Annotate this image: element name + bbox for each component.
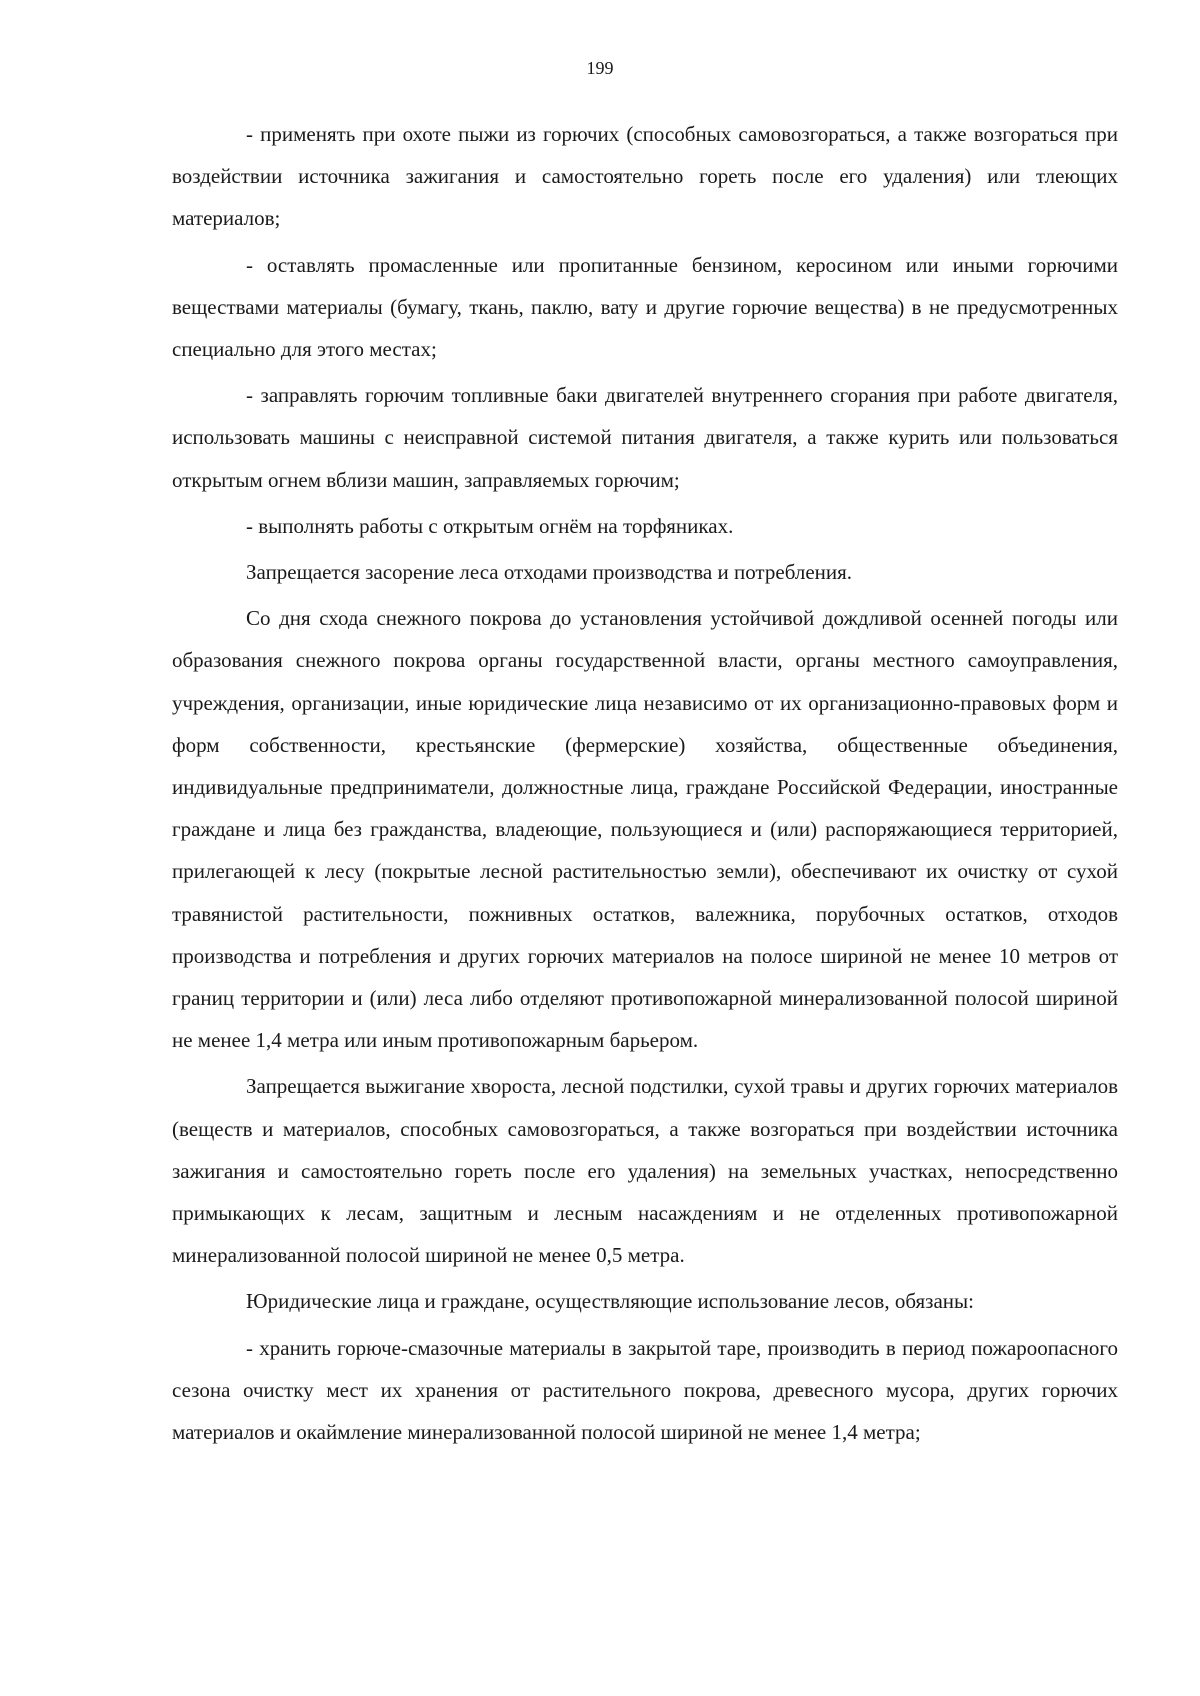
paragraph-peat-fire: - выполнять работы с открытым огнём на торфяниках. xyxy=(246,513,734,538)
paragraph-hunting-wads: - применять при охоте пыжи из горючих (способных самовозгораться, а также возгораться при воздействии источника зажигания и самостоятельно гореть после его удаления) или тлеющих материалов; xyxy=(172,122,1118,231)
page-number: 199 xyxy=(586,58,614,78)
paragraph-oily-materials: - оставлять промасленные или пропитанные бензином, керосином или иными горючими веществами материалы (бумагу, ткань, паклю, вату и другие горючие вещества) в не предусмотренных специально для этого местах; xyxy=(172,252,1118,362)
paragraph-cleanup-duty: Со дня схода снежного покрова до установления устойчивой дождливой осенней погоды или образования снежного покрова органы государственной власти, органы местного самоуправления, учреждения, организации, иные юридические лица независимо от их организационно-правовых форм и форм собственности, крестьянские (фермерские) хозяйства, общественные объединения, индивидуальные предприниматели, должностные лица, граждане Российской Федерации, иностранные граждане и лица без гражданства, владеющие, пользующиеся и (или) распоряжающиеся территорией, прилегающей к лесу (покрытые лесной растительностью земли), обеспечивают их очистку от сухой травянистой растительности, пожнивных остатков, валежника, порубочных остатков, отходов производства и потребления и других горючих материалов на полосе шириной не менее 10 метров от границ территории и (или) леса либо отделяют противопожарной минерализованной полосой шириной не менее 1,4 метра или иным противопожарным барьером. xyxy=(172,606,1118,1053)
paragraph-refueling: - заправлять горючим топливные баки двигателей внутреннего сгорания при работе двигателя, использовать машины с неисправной системой питания двигателя, а также курить или пользоваться открытым огнем вблизи машин, заправляемых горючим; xyxy=(172,383,1118,492)
paragraph-burning-ban: Запрещается выжигание хвороста, лесной подстилки, сухой травы и других горючих материалов (веществ и материалов, способных самовозгораться, а также возгораться при воздействии источника зажигания и самостоятельно гореть после его удаления) на земельных участках, непосредственно примыкающих к лесам, защитным и лесным насаждениям и не отделенных противопожарной минерализованной полосой шириной не менее 0,5 метра. xyxy=(172,1074,1118,1268)
paragraph-obligations-intro: Юридические лица и граждане, осуществляющие использование лесов, обязаны: xyxy=(246,1289,974,1314)
paragraph-littering-ban: Запрещается засорение леса отходами производства и потребления. xyxy=(246,560,853,585)
paragraph-fuel-storage: - хранить горюче-смазочные материалы в закрытой таре, производить в период пожароопасного сезона очистку мест их хранения от растительного покрова, древесного мусора, других горючих материалов и окаймление минерализованной полосой шириной не менее 1,4 метра; xyxy=(172,1335,1118,1445)
body-text xyxy=(172,113,1118,1457)
